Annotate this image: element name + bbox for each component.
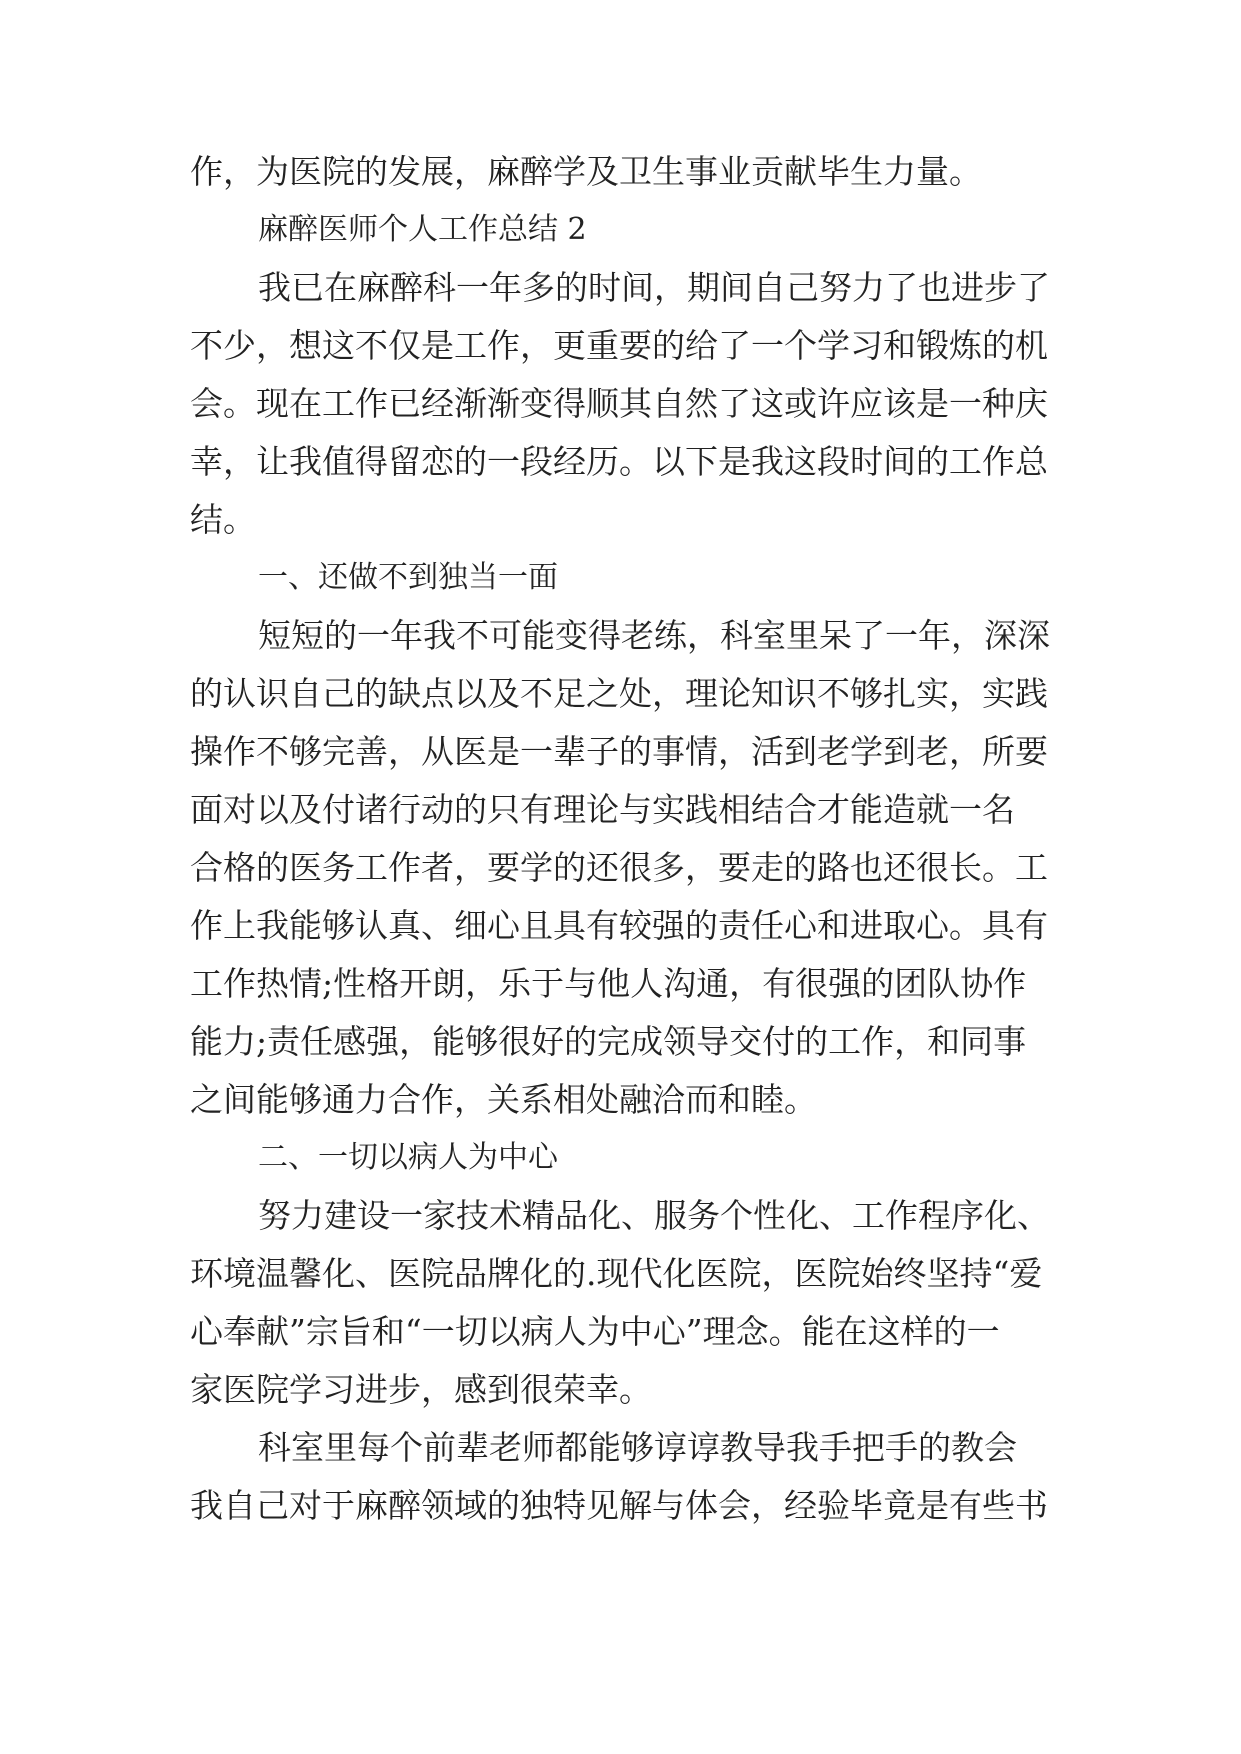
section-heading: 一、还做不到独当一面 [258, 560, 558, 595]
paragraph-line: 不少，想这不仅是工作，更重要的给了一个学习和锻炼的机 [190, 326, 1048, 365]
section-title: 麻醉医师个人工作总结 2 [258, 212, 587, 247]
paragraph-line: 心奉献”宗旨和“一切以病人为中心”理念。能在这样的一 [190, 1312, 1000, 1351]
paragraph-line: 努力建设一家技术精品化、服务个性化、工作程序化、 [258, 1196, 1050, 1235]
section-heading: 二、一切以病人为中心 [258, 1140, 558, 1175]
paragraph-line: 工作热情;性格开朗，乐于与他人沟通，有很强的团队协作 [190, 964, 1027, 1003]
paragraph-line: 的认识自己的缺点以及不足之处，理论知识不够扎实，实践 [190, 674, 1048, 713]
paragraph-line: 合格的医务工作者，要学的还很多，要走的路也还很长。工 [190, 848, 1048, 887]
paragraph-line: 我自己对于麻醉领域的独特见解与体会，经验毕竟是有些书 [190, 1486, 1048, 1525]
paragraph-line: 结。 [190, 500, 256, 539]
paragraph-line: 之间能够通力合作，关系相处融洽而和睦。 [190, 1080, 817, 1119]
paragraph-line: 作，为医院的发展，麻醉学及卫生事业贡献毕生力量。 [190, 152, 982, 191]
paragraph-line: 环境温馨化、医院品牌化的.现代化医院，医院始终坚持“爱 [190, 1254, 1043, 1293]
paragraph-line: 幸，让我值得留恋的一段经历。以下是我这段时间的工作总 [190, 442, 1048, 481]
paragraph-line: 短短的一年我不可能变得老练，科室里呆了一年，深深 [258, 616, 1050, 655]
paragraph-line: 会。现在工作已经渐渐变得顺其自然了这或许应该是一种庆 [190, 384, 1048, 423]
paragraph-line: 作上我能够认真、细心且具有较强的责任心和进取心。具有 [190, 906, 1048, 945]
paragraph-line: 面对以及付诸行动的只有理论与实践相结合才能造就一名 [190, 790, 1015, 829]
paragraph-line: 操作不够完善，从医是一辈子的事情，活到老学到老，所要 [190, 732, 1048, 771]
paragraph-line: 能力;责任感强，能够很好的完成领导交付的工作，和同事 [190, 1022, 1027, 1061]
paragraph-line: 家医院学习进步，感到很荣幸。 [190, 1370, 652, 1409]
paragraph-line: 科室里每个前辈老师都能够谆谆教导我手把手的教会 [258, 1428, 1017, 1467]
paragraph-line: 我已在麻醉科一年多的时间，期间自己努力了也进步了 [258, 268, 1050, 307]
